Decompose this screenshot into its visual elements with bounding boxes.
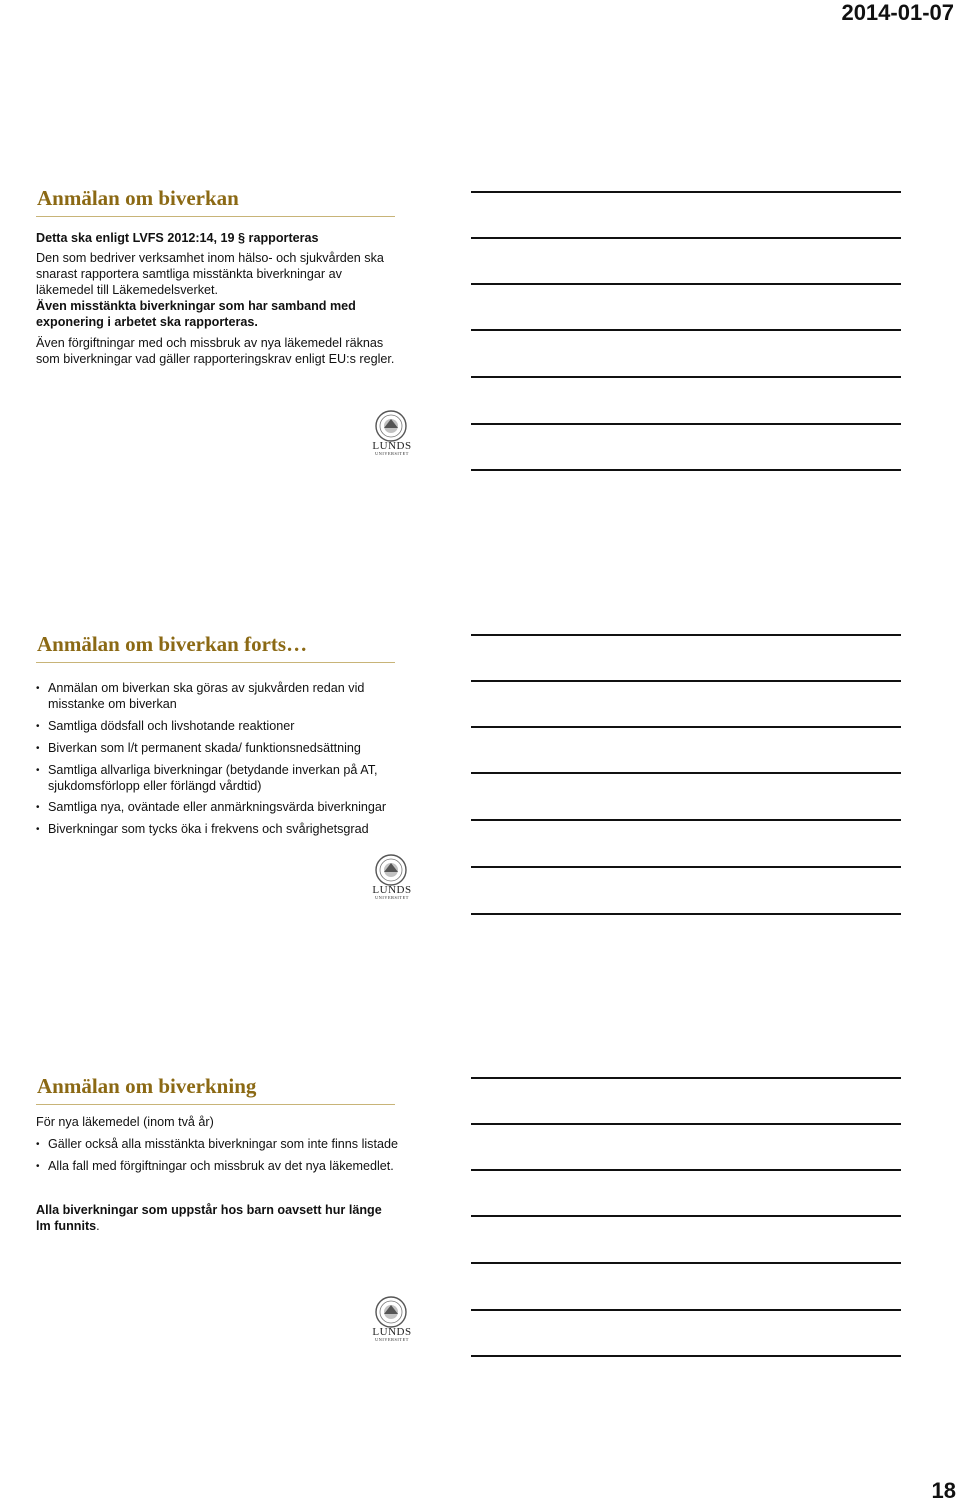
note-line bbox=[471, 1355, 901, 1357]
lund-university-logo-3 bbox=[370, 1296, 414, 1344]
slide-1-body bbox=[36, 231, 398, 368]
note-line bbox=[471, 283, 901, 285]
slide-3 bbox=[36, 1074, 398, 1235]
lund-university-logo-1 bbox=[370, 410, 414, 458]
document-date: 2014-01-07 bbox=[841, 0, 954, 25]
slide-3-bullet-list bbox=[36, 1137, 398, 1175]
note-line bbox=[471, 1262, 901, 1264]
slide-2 bbox=[36, 632, 398, 844]
slide-1-heading: Detta ska enligt LVFS 2012:14, 19 § rapporteras bbox=[36, 231, 319, 245]
note-line bbox=[471, 1123, 901, 1125]
list-item: • Anmälan om biverkan ska göras av sjukvården redan vid misstanke om biverkan bbox=[36, 681, 398, 713]
logo-name-line-1: LUNDS bbox=[372, 884, 412, 896]
slide-1-para-1: Den som bedriver verksamhet inom hälso- och sjukvården ska snarast rapportera samtliga misstänkta biverkningar av läkemedel till Läkemedelsverket. bbox=[36, 250, 384, 297]
note-line bbox=[471, 237, 901, 239]
slide-3-intro: För nya läkemedel (inom två år) bbox=[36, 1115, 214, 1129]
logo-name-line-1: LUNDS bbox=[372, 1326, 412, 1338]
list-item: • Samtliga nya, oväntade eller anmärkningsvärda biverkningar bbox=[36, 800, 398, 816]
slide-3-closing bbox=[36, 1203, 398, 1235]
note-line bbox=[471, 191, 901, 193]
note-line bbox=[471, 1169, 901, 1171]
seal-icon bbox=[374, 410, 408, 442]
note-line bbox=[471, 680, 901, 682]
slide-3-closing-bold: Alla biverkningar som uppstår hos barn oavsett hur länge lm funnits bbox=[36, 1202, 382, 1233]
slide-1-para-3: Även förgiftningar med och missbruk av nya läkemedel räknas som biverkningar vad gäller rapporteringskrav enligt EU:s regler. bbox=[36, 336, 395, 367]
list-item: • Alla fall med förgiftningar och missbruk av det nya läkemedlet. bbox=[36, 1159, 398, 1175]
list-item: • Biverkan som l/t permanent skada/ funktionsnedsättning bbox=[36, 741, 398, 757]
slide-3-closing-period: . bbox=[96, 1218, 100, 1233]
slide-2-body bbox=[36, 681, 398, 838]
seal-icon bbox=[374, 854, 408, 886]
slide-1 bbox=[36, 186, 398, 368]
seal-icon bbox=[374, 1296, 408, 1328]
note-line bbox=[471, 329, 901, 331]
logo-name-line-1: LUNDS bbox=[372, 440, 412, 452]
list-item: • Gäller också alla misstänkta biverkningar som inte finns listade bbox=[36, 1137, 398, 1153]
note-line bbox=[471, 423, 901, 425]
logo-name-line-2: UNIVERSITET bbox=[375, 451, 409, 456]
slide-2-title: Anmälan om biverkan forts… bbox=[36, 632, 395, 663]
note-line bbox=[471, 634, 901, 636]
note-line bbox=[471, 376, 901, 378]
slide-1-title: Anmälan om biverkan bbox=[36, 186, 395, 217]
note-line bbox=[471, 1077, 901, 1079]
note-line bbox=[471, 866, 901, 868]
list-item: • Samtliga dödsfall och livshotande reaktioner bbox=[36, 719, 398, 735]
list-item: • Biverkningar som tycks öka i frekvens och svårighetsgrad bbox=[36, 822, 398, 838]
page-number: 18 bbox=[931, 1478, 956, 1503]
note-line bbox=[471, 819, 901, 821]
note-line bbox=[471, 726, 901, 728]
note-line bbox=[471, 469, 901, 471]
lund-university-logo-2 bbox=[370, 854, 414, 902]
note-line bbox=[471, 1215, 901, 1217]
note-line bbox=[471, 913, 901, 915]
list-item: • Samtliga allvarliga biverkningar (betydande inverkan på AT, sjukdomsförlopp eller förlängd vårdtid) bbox=[36, 763, 398, 795]
slide-3-title: Anmälan om biverkning bbox=[36, 1074, 395, 1105]
note-line bbox=[471, 772, 901, 774]
slide-3-body bbox=[36, 1115, 398, 1235]
logo-name-line-2: UNIVERSITET bbox=[375, 895, 409, 900]
slide-2-bullet-list bbox=[36, 681, 398, 838]
slide-1-para-2: Även misstänkta biverkningar som har samband med exponering i arbetet ska rapporteras. bbox=[36, 298, 356, 329]
logo-name-line-2: UNIVERSITET bbox=[375, 1337, 409, 1342]
note-line bbox=[471, 1309, 901, 1311]
